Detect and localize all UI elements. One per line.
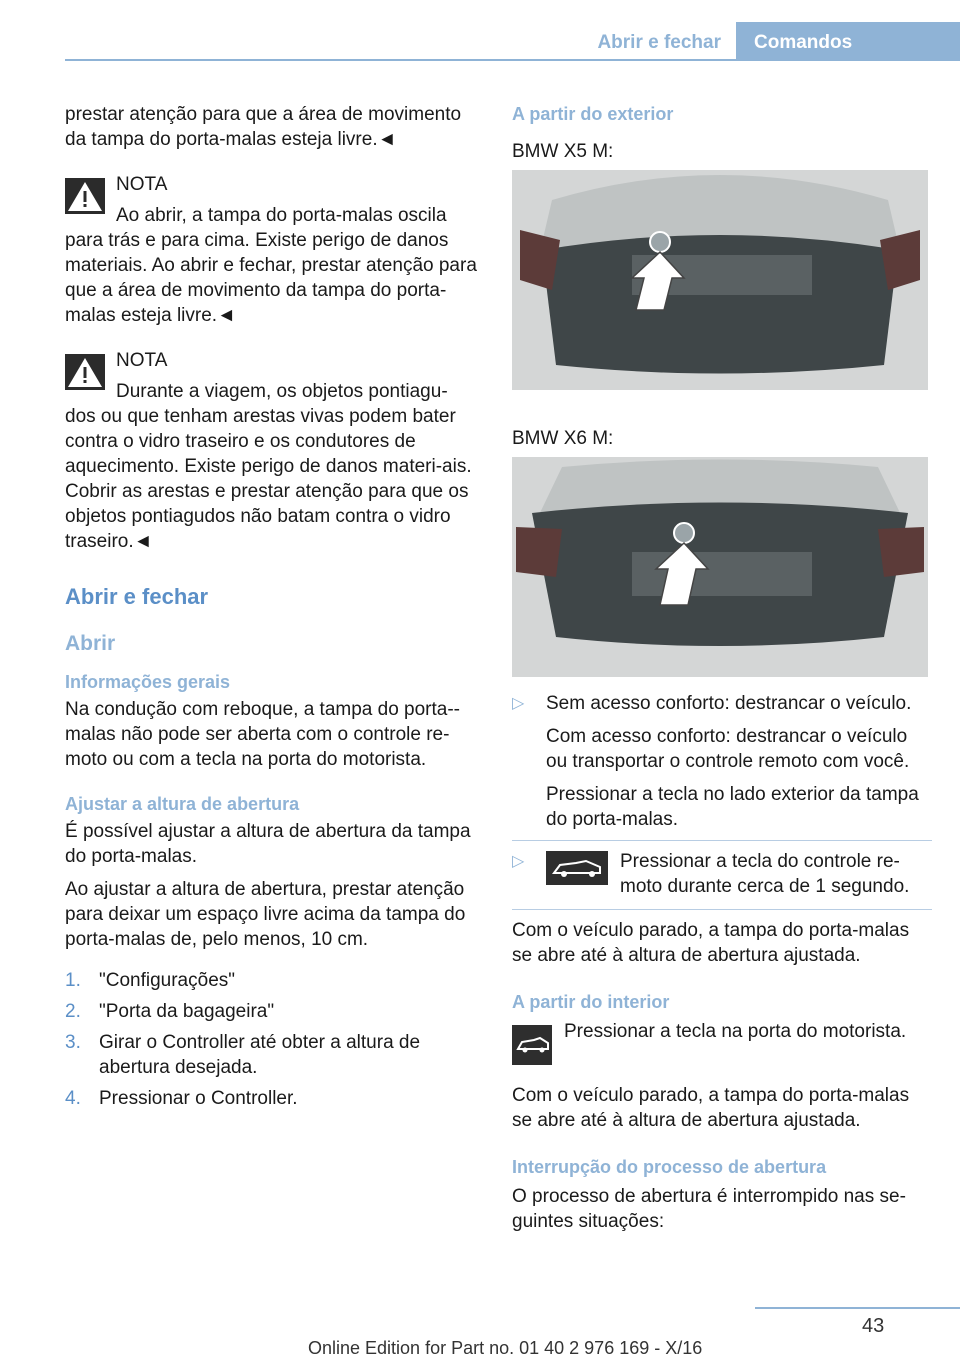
note-text-rest: para trás e para cima. Existe perigo de danos materiais. Ao abrir e fechar, prestar atenção para que a área de movimento da tampa do porta-malas esteja livre.◄ [65, 230, 477, 326]
interior-row [512, 1019, 932, 1073]
x5-tailgate-image [512, 170, 928, 390]
step-number: 4. [65, 1088, 81, 1109]
note-text-rest: dos ou que tenham arestas vivas podem bater contra o vidro traseiro e os condutores de aquecimento. Existe perigo de danos materi-ais. Cobrir as arestas e prestar atenção para que os objetos pontiagudos não batam contra o vidro traseiro.◄ [65, 406, 472, 552]
heading-ajustar-altura: Ajustar a altura de abertura [65, 794, 300, 814]
step-text: "Porta da bagageira" [99, 1001, 275, 1022]
ajustar-paragraph-2: Ao ajustar a altura de abertura, prestar atenção para deixar um espaço livre acima da tampa do porta-malas de, pelo menos, 10 cm. [65, 879, 466, 950]
parado-paragraph-1: Com o veículo parado, a tampa do porta-malas se abre até à altura de abertura ajustada. [512, 920, 910, 966]
steps-bullet-list [512, 691, 932, 832]
heading-abrir-e-fechar: Abrir e fechar [65, 584, 209, 609]
footer-edition: Online Edition for Part no. 01 40 2 976 169 - X/16 [308, 1338, 703, 1358]
warning-icon [65, 354, 105, 390]
steps-bullet-list-2 [512, 849, 932, 901]
x5-label: BMW X5 M: [512, 141, 614, 162]
warning-note-2 [65, 348, 480, 554]
bullet-text-c: Pressionar a tecla no lado exterior da tampa do porta-malas. [546, 784, 919, 830]
step-text: Girar o Controller até obter a altura de abertura desejada. [99, 1032, 421, 1078]
info-paragraph: Na condução com reboque, a tampa do porta--malas não pode ser aberta com o controle re-moto ou com a tecla na porta do motorista. [65, 699, 461, 770]
header-chapter-tab[interactable]: Comandos [736, 22, 960, 61]
triangle-bullet-icon: ▷ [512, 695, 525, 712]
heading-informacoes-gerais: Informações gerais [65, 672, 231, 692]
list-item [65, 968, 480, 993]
step-text: "Configurações" [99, 970, 236, 991]
note-label: NOTA [116, 350, 168, 371]
step-number: 3. [65, 1032, 81, 1053]
list-item [65, 1086, 480, 1111]
note-text-first: Durante a viagem, os objetos pontiagu- [116, 381, 448, 402]
heading-a-partir-do-interior: A partir do interior [512, 992, 670, 1012]
heading-interrupcao: Interrupção do processo de abertura [512, 1157, 827, 1177]
x6-label: BMW X6 M: [512, 428, 614, 449]
list-item [65, 999, 480, 1024]
warning-note-1 [65, 172, 480, 328]
list-item [512, 849, 932, 901]
remote-tailgate-button-icon [546, 851, 608, 885]
bullet-text-a: Sem acesso conforto: destrancar o veículo. [546, 693, 912, 714]
left-column [65, 102, 480, 1117]
bullet-text-b: Com acesso conforto: destrancar o veículo ou transportar o controle remoto com você. [546, 726, 910, 772]
interrupcao-paragraph: O processo de abertura é interrompido nas se-guintes situações: [512, 1186, 906, 1232]
list-separator [512, 909, 932, 910]
warning-icon [65, 178, 105, 214]
header-rule [65, 59, 960, 61]
header-section-tab[interactable]: Abrir e fechar [597, 32, 721, 53]
parado-paragraph-2: Com o veículo parado, a tampa do porta-malas se abre até à altura de abertura ajustada. [512, 1085, 910, 1131]
step-text: Pressionar o Controller. [99, 1088, 298, 1109]
heading-a-partir-do-exterior: A partir do exterior [512, 104, 674, 124]
list-item [65, 1030, 480, 1080]
x6-tailgate-image [512, 457, 928, 677]
note-text-first: Ao abrir, a tampa do porta-malas oscila [116, 205, 447, 226]
page-number: 43 [862, 1315, 885, 1337]
step-number: 1. [65, 970, 81, 991]
heading-abrir: Abrir [65, 632, 116, 655]
note-label: NOTA [116, 174, 168, 195]
triangle-bullet-icon: ▷ [512, 853, 525, 870]
list-separator [512, 840, 932, 841]
bullet-text-remote: Pressionar a tecla do controle re-moto durante cerca de 1 segundo. [620, 851, 910, 897]
footer-rule [755, 1307, 960, 1309]
interior-paragraph: Pressionar a tecla na porta do motorista. [564, 1021, 907, 1042]
ajustar-paragraph-1: É possível ajustar a altura de abertura da tampa do porta-malas. [65, 821, 471, 867]
step-number: 2. [65, 1001, 81, 1022]
steps-list [65, 968, 480, 1111]
continued-paragraph: prestar atenção para que a área de movimento da tampa do porta-malas esteja livre.◄ [65, 104, 462, 150]
driver-door-tailgate-button-icon [512, 1025, 552, 1065]
list-item [512, 691, 932, 832]
right-column [512, 102, 932, 1234]
